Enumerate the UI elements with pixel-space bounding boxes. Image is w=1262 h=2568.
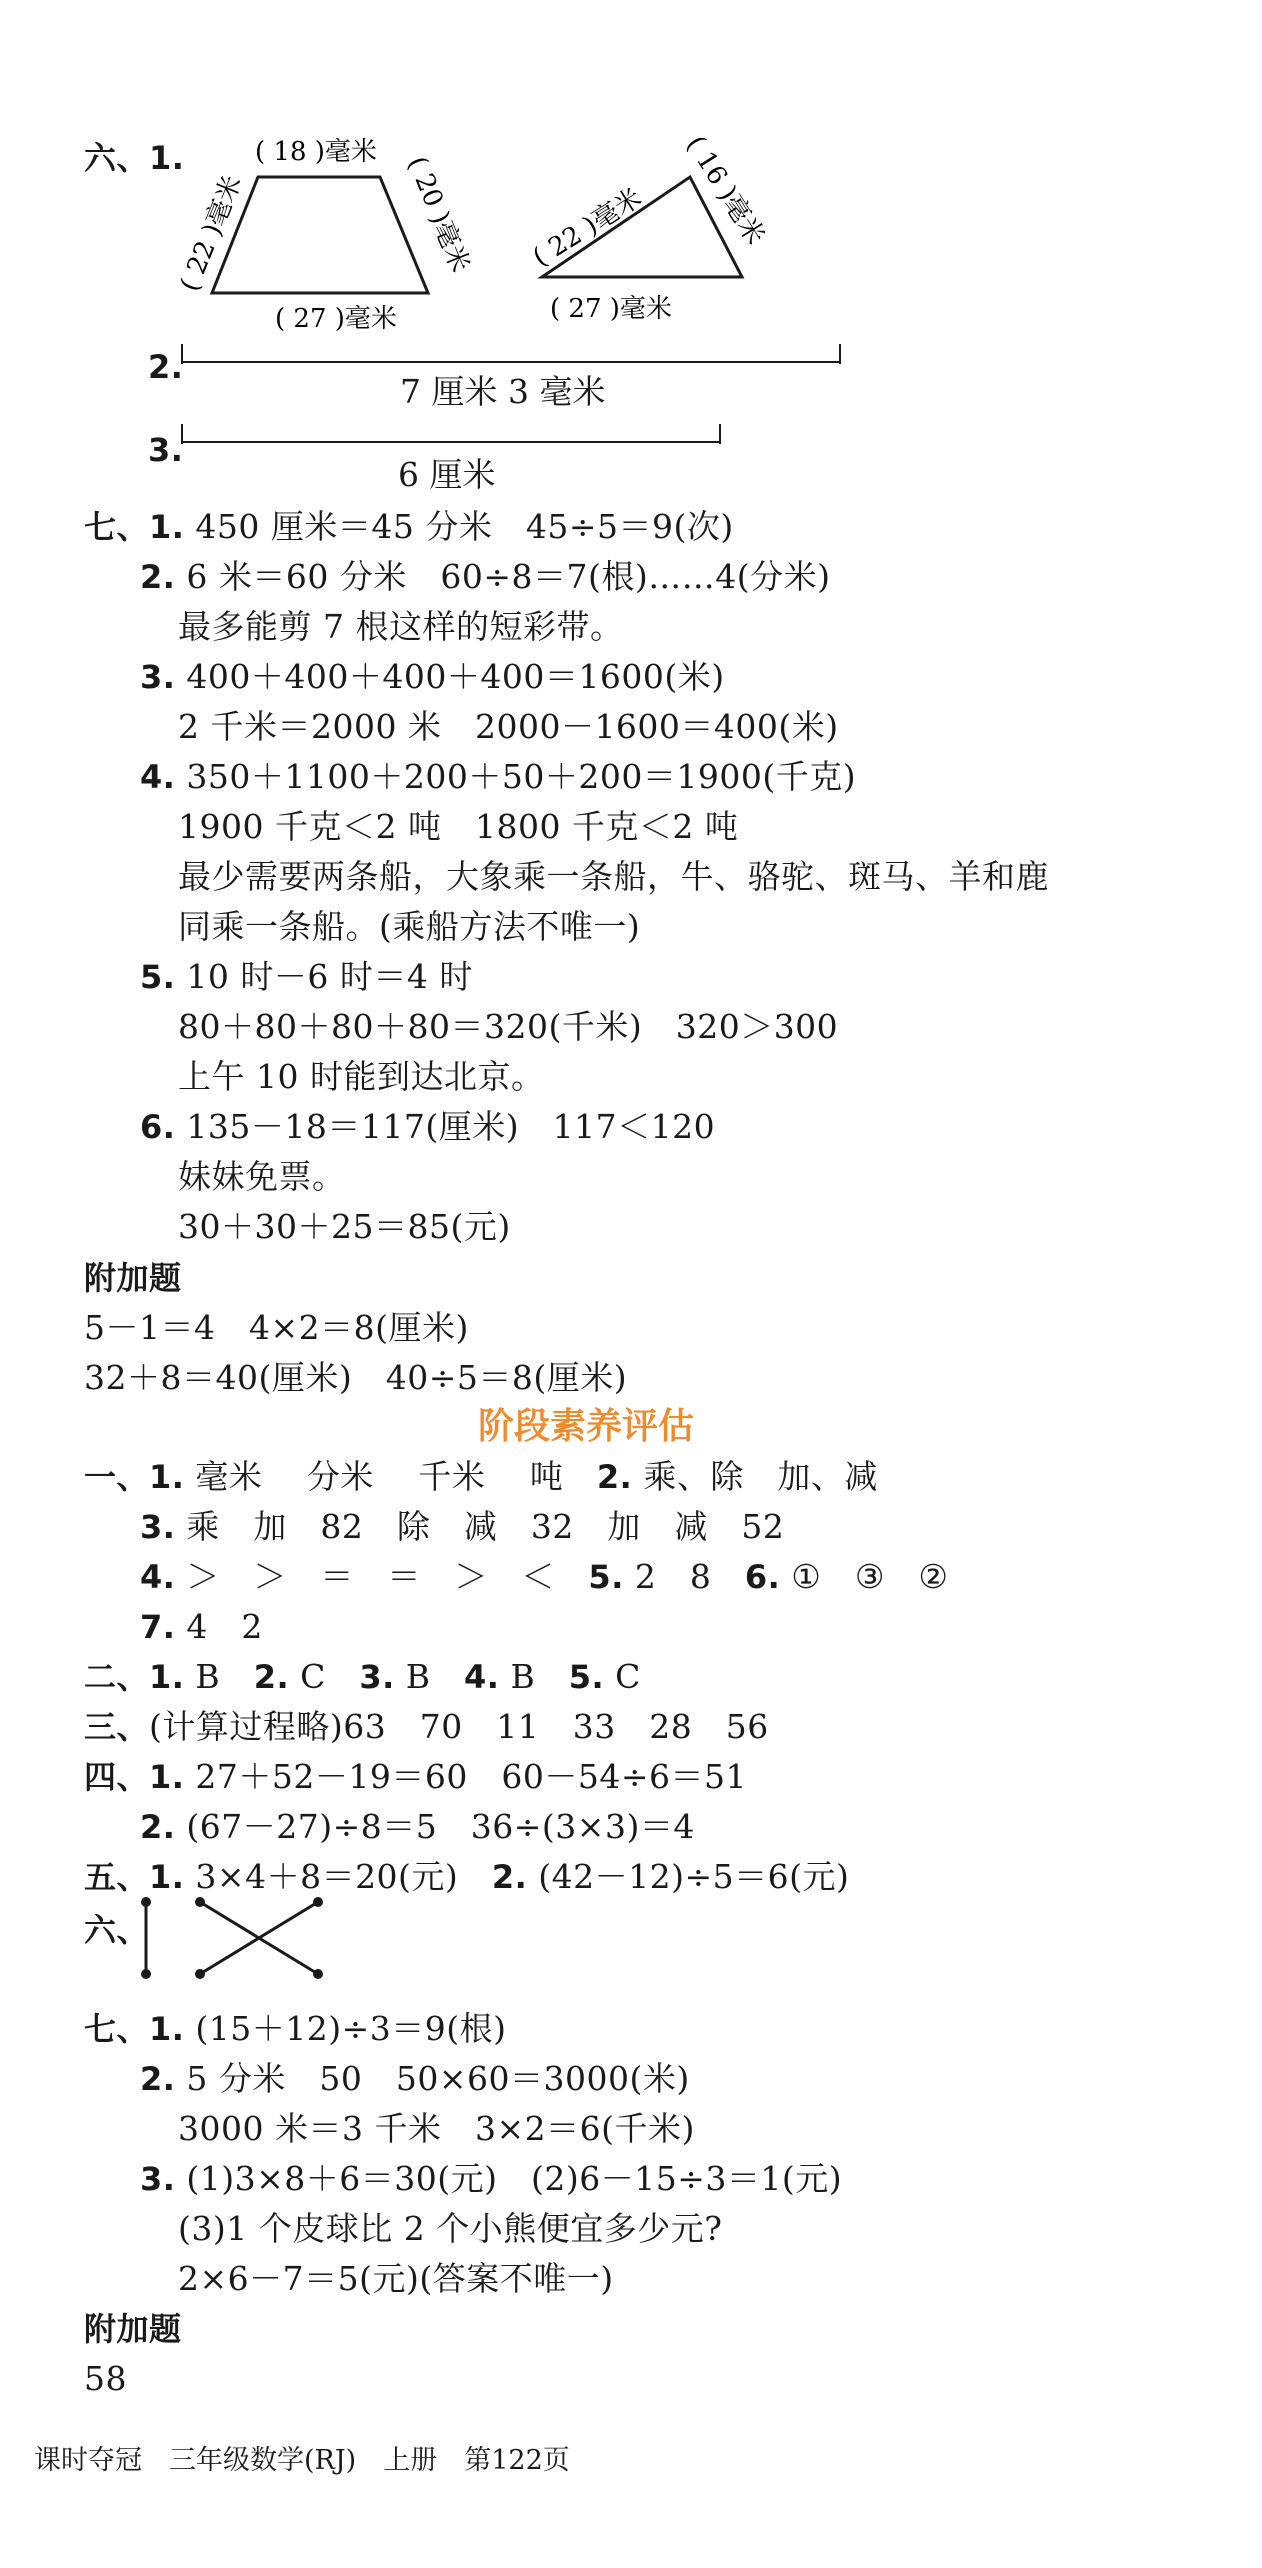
stage-a2: 3. 乘 加 82 除 减 32 加 减 52 [140, 1507, 785, 1546]
s7-line14: 妹妹免票。 [178, 1157, 346, 1196]
s7-line9: 同乘一条船。(乘船方法不唯一) [178, 907, 641, 946]
dot-line-figure [130, 1890, 350, 1990]
q2-line-segment [178, 338, 846, 368]
trapezoid-shape [212, 177, 428, 293]
extra1-line2: 32＋8＝40(厘米) 40÷5＝8(厘米) [84, 1358, 628, 1397]
q3-line-segment [178, 418, 726, 448]
extra2-answer: 58 [84, 2359, 127, 2398]
triangle-figure [490, 125, 810, 335]
stage-a3: 4. ＞ ＞ ＝ ＝ ＞ ＜ 5. 2 8 6. ① ③ ② [140, 1557, 949, 1596]
section6-label: 六、1. [84, 139, 185, 177]
stage-a1: 一、1. 毫米 分米 千米 吨 2. 乘、除 加、减 [84, 1457, 878, 1496]
extra2-title: 附加题 [84, 2310, 182, 2348]
stage-g4: 3. (1)3×8＋6＝30(元) (2)6－15÷3＝1(元) [140, 2159, 843, 2198]
stage-g2: 2. 5 分米 50 50×60＝3000(米) [140, 2059, 690, 2098]
q2-length: 7 厘米 3 毫米 [400, 372, 606, 411]
q3-length: 6 厘米 [398, 455, 496, 494]
s7-line5: 2 千米＝2000 米 2000－1600＝400(米) [178, 707, 839, 746]
s7-line10: 5. 10 时－6 时＝4 时 [140, 957, 473, 996]
s7-line7: 1900 千克＜2 吨 1800 千克＜2 吨 [178, 807, 739, 846]
stage-d2: 2. (67－27)÷8＝5 36÷(3×3)＝4 [140, 1807, 695, 1846]
page-footer: 课时夺冠 三年级数学(RJ) 上册 第122页 [34, 2445, 570, 2476]
triangle-bottom-label: ( 27 )毫米 [550, 294, 672, 324]
triangle-left-label: ( 22 )毫米 [527, 182, 648, 273]
triangle-right-label: ( 16 )毫米 [680, 130, 771, 251]
s7-line13: 6. 135－18＝117(厘米) 117＜120 [140, 1107, 716, 1146]
stage-e1: 五、1. 3×4＋8＝20(元) 2. (42－12)÷5＝6(元) [84, 1857, 850, 1896]
trapezoid-figure [160, 125, 475, 334]
trapezoid-right-label: ( 20 )毫米 [401, 152, 475, 277]
stage-g1: 七、1. (15＋12)÷3＝9(根) [84, 2009, 507, 2048]
stage-d1: 四、1. 27＋52－19＝60 60－54÷6＝51 [84, 1757, 748, 1796]
stage-f1-label: 六、 [84, 1911, 150, 1949]
s7-line6: 4. 350＋1100＋200＋50＋200＝1900(千克) [140, 757, 857, 796]
stage-title: 阶段素养评估 [478, 1406, 695, 1447]
extra1-line1: 5－1＝4 4×2＝8(厘米) [84, 1308, 469, 1347]
s7-line12: 上午 10 时能到达北京。 [178, 1057, 545, 1096]
stage-g3: 3000 米＝3 千米 3×2＝6(千米) [178, 2109, 695, 2148]
s7-line2: 2. 6 米＝60 分米 60÷8＝7(根)……4(分米) [140, 557, 831, 596]
stage-c1: 三、(计算过程略)63 70 11 33 28 56 [84, 1707, 769, 1746]
trapezoid-top-label: ( 18 )毫米 [255, 137, 377, 167]
s7-line15: 30＋30＋25＝85(元) [178, 1207, 511, 1246]
s7-line1: 七、1. 450 厘米＝45 分米 45÷5＝9(次) [84, 507, 734, 546]
s7-line3: 最多能剪 7 根这样的短彩带。 [178, 607, 624, 646]
q3-number: 3. [148, 431, 184, 469]
q2-number: 2. [148, 348, 184, 386]
trapezoid-bottom-label: ( 27 )毫米 [275, 304, 397, 334]
s7-line8: 最少需要两条船，大象乘一条船，牛、骆驼、斑马、羊和鹿 [178, 857, 1049, 896]
stage-g6: 2×6－7＝5(元)(答案不唯一) [178, 2259, 614, 2298]
stage-g5: (3)1 个皮球比 2 个小熊便宜多少元? [178, 2209, 723, 2248]
s7-line11: 80＋80＋80＋80＝320(千米) 320＞300 [178, 1007, 839, 1046]
s7-line4: 3. 400＋400＋400＋400＝1600(米) [140, 657, 725, 696]
stage-a4: 7. 4 2 [140, 1607, 263, 1646]
trapezoid-left-label: ( 22 )毫米 [174, 171, 249, 296]
stage-b1: 二、1. B 2. C 3. B 4. B 5. C [84, 1657, 641, 1696]
extra1-title: 附加题 [84, 1259, 182, 1297]
